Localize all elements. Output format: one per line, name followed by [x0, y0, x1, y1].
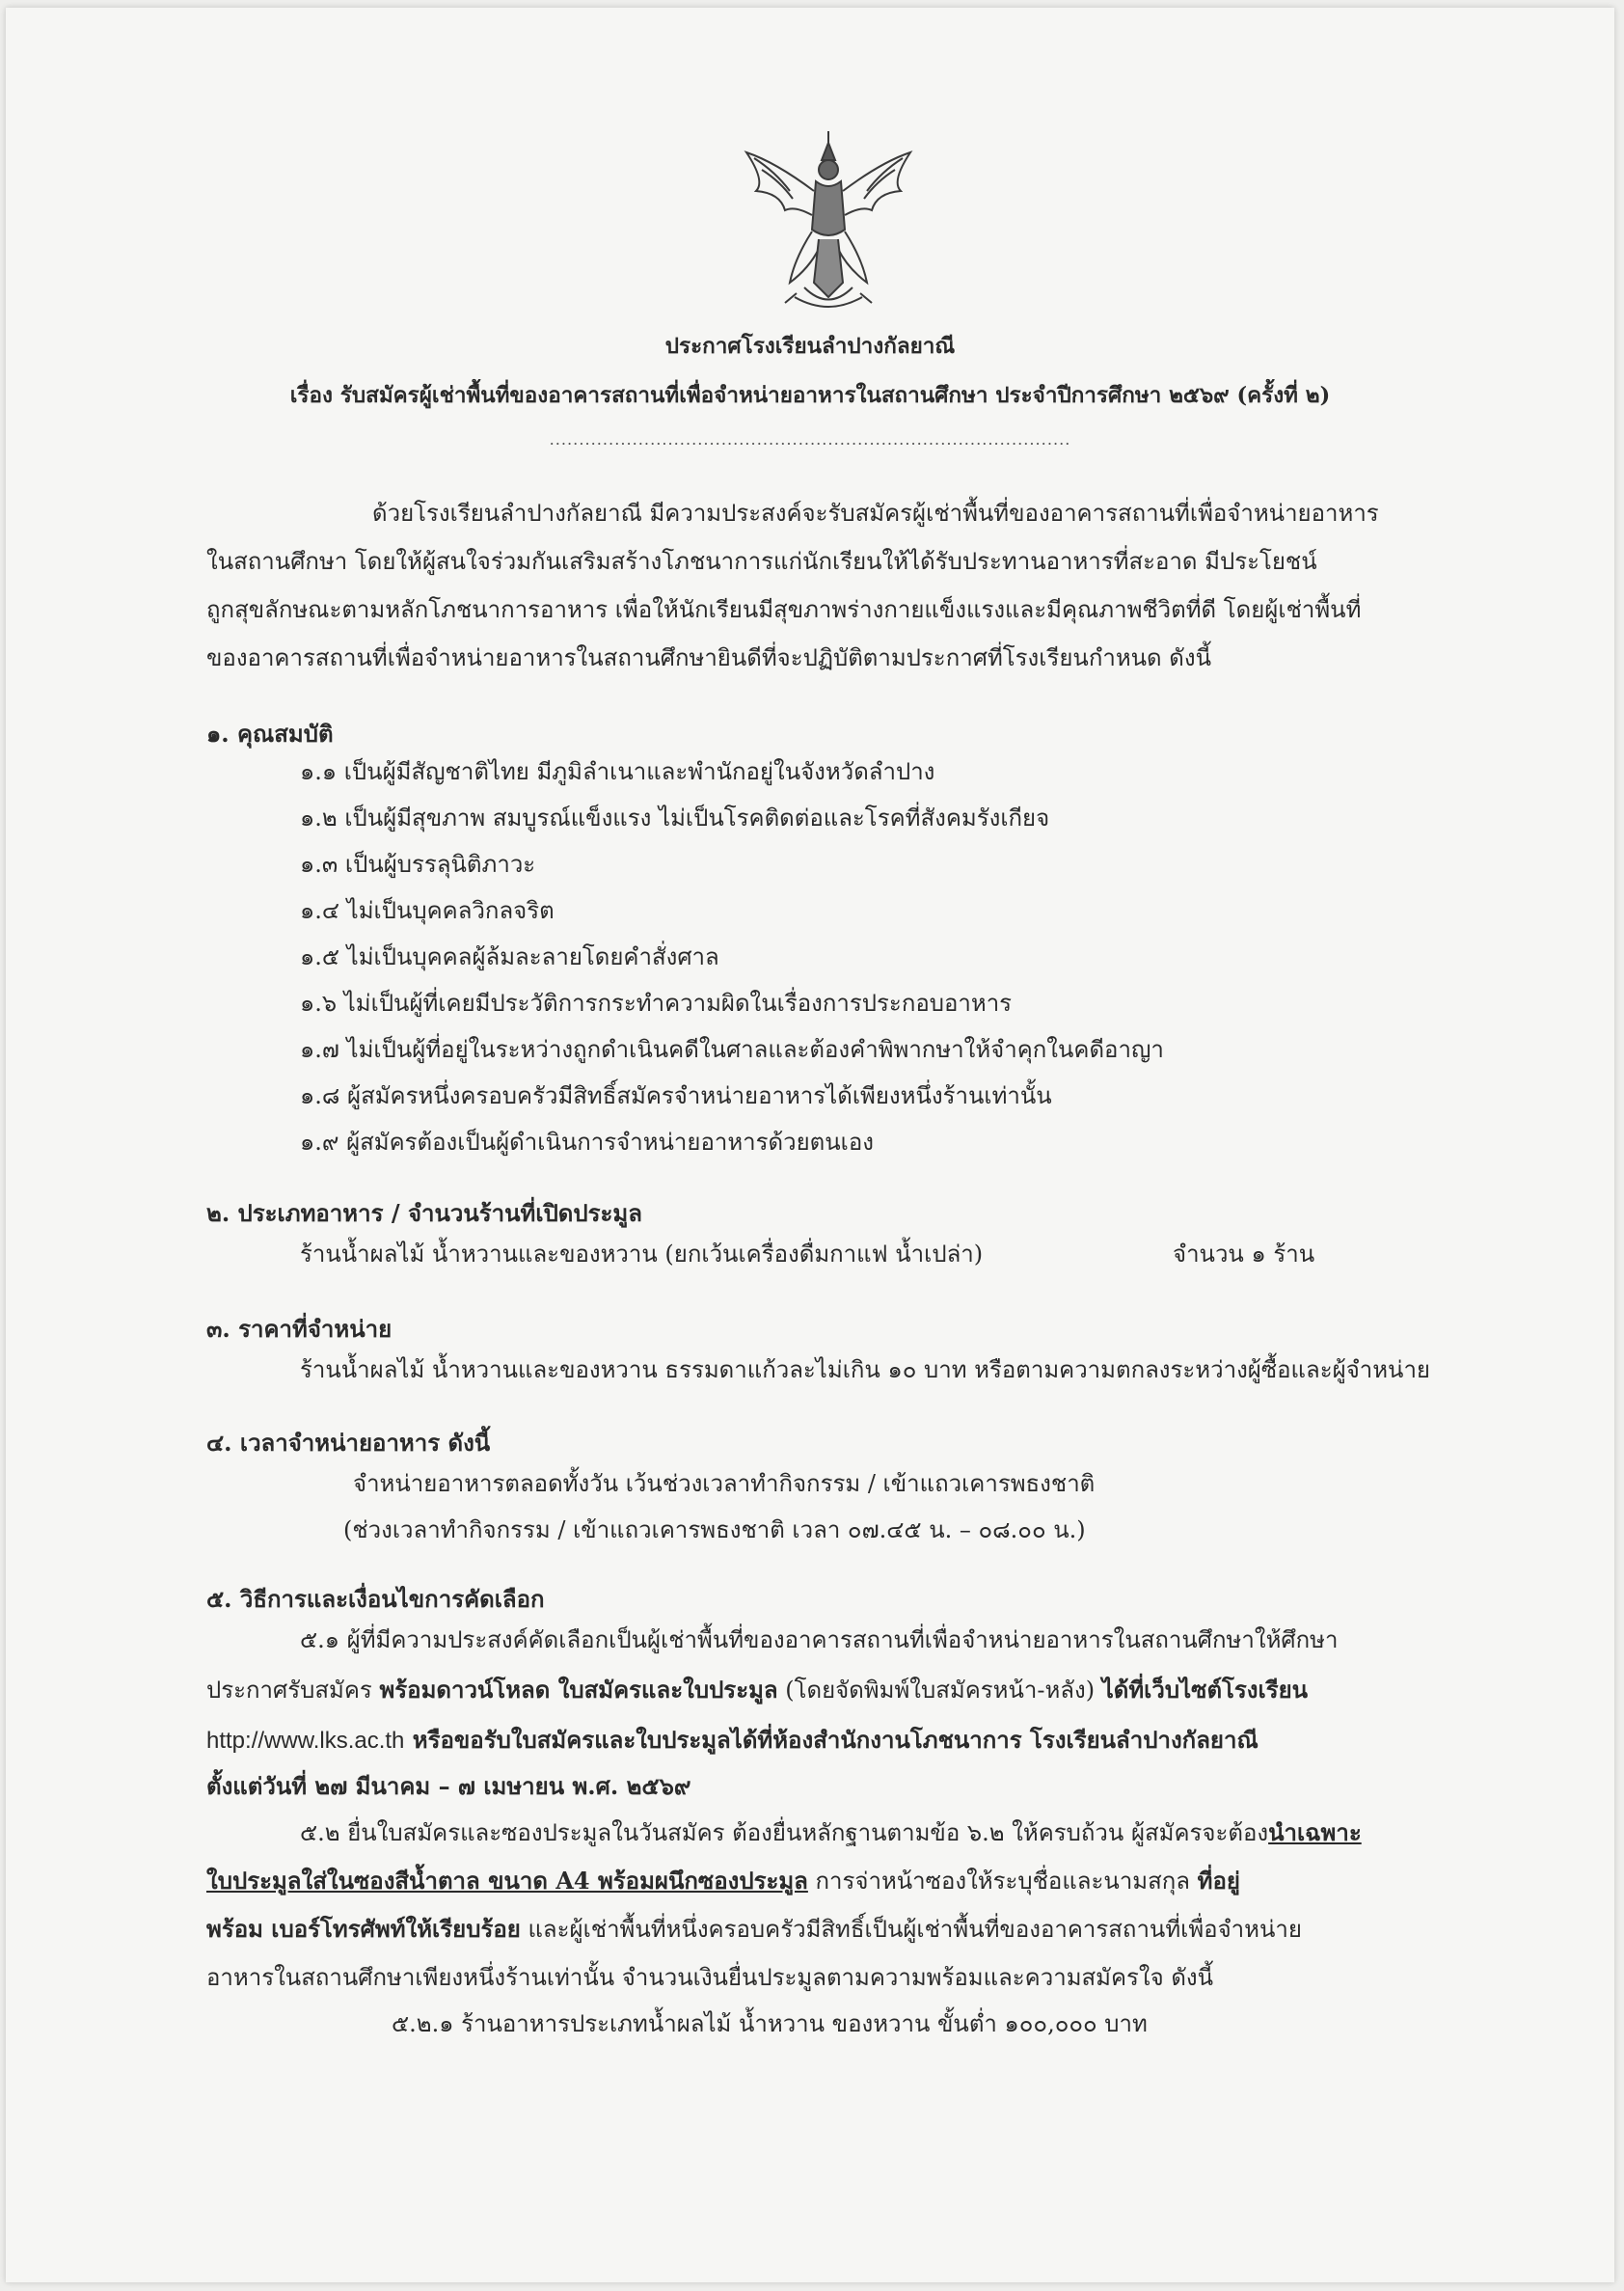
text-span: ประกาศรับสมัคร — [206, 1677, 380, 1704]
intro-line: ถูกสุขลักษณะตามหลักโภชนาการอาหาร เพื่อให้นักเรียนมีสุขภาพร่างกายแข็งแรงและมีคุณภาพชีวิตที่ดี โดยผู้เช่าพื้นที่ — [206, 596, 1362, 623]
selection-p1-line — [206, 1726, 1259, 1754]
selection-p2-line — [206, 1869, 1240, 1893]
minimum-bid-item: ๕.๒.๑ ร้านอาหารประเภทน้ำผลไม้ น้ำหวาน ของหวาน ขั้นต่ำ ๑๐๐,๐๐๐ บาท — [392, 2010, 1148, 2037]
selection-p2-line: อาหารในสถานศึกษาเพียงหนึ่งร้านเท่านั้น จำนวนเงินยื่นประมูลตามความพร้อมและความสมัครใจ ดังนี้ — [206, 1964, 1214, 1991]
text-span-bold: หรือขอรับใบสมัครและใบประมูลได้ที่ห้องสำนักงานโภชนาการ โรงเรียนลำปางกัลยาณี — [404, 1726, 1259, 1754]
food-type-item: ร้านน้ำผลไม้ น้ำหวานและของหวาน (ยกเว้นเครื่องดื่มกาแฟ น้ำเปล่า) — [300, 1241, 984, 1268]
sale-time-line: จำหน่ายอาหารตลอดทั้งวัน เว้นช่วงเวลาทำกิจกรรม / เข้าแถวเคารพธงชาติ — [353, 1470, 1096, 1497]
qualification-item: ๑.๒ เป็นผู้มีสุขภาพ สมบูรณ์แข็งแรง ไม่เป็นโรคติดต่อและโรคที่สังคมรังเกียจ — [300, 805, 1050, 832]
intro-line: ในสถานศึกษา โดยให้ผู้สนใจร่วมกันเสริมสร้างโภชนาการแก่นักเรียนให้ได้รับประทานอาหารที่สะอาด มีประโยชน์ — [206, 548, 1317, 575]
qualification-item: ๑.๓ เป็นผู้บรรลุนิติภาวะ — [300, 851, 536, 878]
intro-line: ด้วยโรงเรียนลำปางกัลยาณี มีความประสงค์จะรับสมัครผู้เช่าพื้นที่ของอาคารสถานที่เพื่อจำหน่ายอาหาร — [372, 500, 1379, 527]
selection-p2-line — [206, 1915, 1302, 1943]
qualification-item: ๑.๘ ผู้สมัครหนึ่งครอบครัวมีสิทธิ์สมัครจำหน่ายอาหารได้เพียงหนึ่งร้านเท่านั้น — [300, 1082, 1052, 1109]
section-heading-sale-time: ๔. เวลาจำหน่ายอาหาร ดังนี้ — [206, 1429, 491, 1457]
announcement-subject: เรื่อง รับสมัครผู้เช่าพื้นที่ของอาคารสถานที่เพื่อจำหน่ายอาหารในสถานศึกษา ประจำปีการศึกษา ๒๕๖๙ (ครั้งที่ ๒) — [289, 383, 1331, 408]
section-heading-food-type: ๒. ประเภทอาหาร / จำนวนร้านที่เปิดประมูล — [206, 1199, 642, 1227]
application-period: ตั้งแต่วันที่ ๒๗ มีนาคม – ๗ เมษายน พ.ศ. ๒๕๖๙ — [206, 1772, 691, 1800]
section-heading-qualifications: ๑. คุณสมบัติ — [206, 720, 334, 748]
text-span: และผู้เช่าพื้นที่หนึ่งครอบครัวมีสิทธิ์เป็นผู้เช่าพื้นที่ของอาคารสถานที่เพื่อจำหน่าย — [520, 1916, 1302, 1943]
qualification-item: ๑.๕ ไม่เป็นบุคคลผู้ล้มละลายโดยคำสั่งศาล — [300, 943, 719, 970]
qualification-item: ๑.๖ ไม่เป็นผู้ที่เคยมีประวัติการกระทำความผิดในเรื่องการประกอบอาหาร — [300, 990, 1013, 1017]
school-website-url: http://www.lks.ac.th — [206, 1728, 405, 1754]
text-span-bold: พร้อมดาวน์โหลด ใบสมัครและใบประมูล — [379, 1676, 778, 1704]
selection-p1-line — [206, 1678, 1308, 1702]
qualification-item: ๑.๗ ไม่เป็นผู้ที่อยู่ในระหว่างถูกดำเนินคดีในศาลและต้องคำพิพากษาให้จำคุกในคดีอาญา — [300, 1036, 1164, 1063]
text-span-underlined: นำเฉพาะ — [1268, 1818, 1362, 1846]
divider-dots: ........................................................................................ — [549, 430, 1071, 449]
qualification-item: ๑.๑ เป็นผู้มีสัญชาติไทย มีภูมิลำเนาและพำนักอยู่ในจังหวัดลำปาง — [300, 758, 935, 785]
announcement-title: ประกาศโรงเรียนลำปางกัลยาณี — [664, 334, 956, 359]
shop-count: จำนวน ๑ ร้าน — [1173, 1241, 1315, 1268]
text-span-underlined: ใบประมูลใส่ในซองสีน้ำตาล ขนาด A4 พร้อมผนึกซองประมูล — [206, 1867, 808, 1895]
section-heading-selection: ๕. วิธีการและเงื่อนไขการคัดเลือก — [206, 1585, 545, 1613]
document-page — [6, 8, 1614, 2282]
qualification-item: ๑.๔ ไม่เป็นบุคคลวิกลจริต — [300, 897, 555, 924]
text-span-bold: ได้ที่เว็บไซต์โรงเรียน — [1101, 1676, 1309, 1704]
text-span-bold: พร้อม เบอร์โทรศัพท์ให้เรียบร้อย — [206, 1915, 521, 1943]
garuda-emblem-icon — [737, 123, 920, 316]
text-span: การจ่าหน้าซองให้ระบุชื่อและนามสกุล — [807, 1868, 1198, 1895]
sale-time-line: (ช่วงเวลาทำกิจกรรม / เข้าแถวเคารพธงชาติ เวลา ๐๗.๔๕ น. – ๐๘.๐๐ น.) — [343, 1516, 1086, 1543]
section-heading-price: ๓. ราคาที่จำหน่าย — [206, 1315, 392, 1343]
text-span-bold: ที่อยู่ — [1197, 1867, 1240, 1895]
selection-p2-line — [300, 1818, 1362, 1846]
qualification-item: ๑.๙ ผู้สมัครต้องเป็นผู้ดำเนินการจำหน่ายอาหารด้วยตนเอง — [300, 1129, 874, 1156]
selection-p1-line: ๕.๑ ผู้ที่มีความประสงค์คัดเลือกเป็นผู้เช่าพื้นที่ของอาคารสถานที่เพื่อจำหน่ายอาหารในสถานศึกษาให้ศึกษา — [300, 1626, 1339, 1653]
price-text: ร้านน้ำผลไม้ น้ำหวานและของหวาน ธรรมดาแก้วละไม่เกิน ๑๐ บาท หรือตามความตกลงระหว่างผู้ซื้อและผู้จำหน่าย — [300, 1356, 1430, 1383]
intro-line: ของอาคารสถานที่เพื่อจำหน่ายอาหารในสถานศึกษายินดีที่จะปฏิบัติตามประกาศที่โรงเรียนกำหนด ดังนี้ — [206, 644, 1211, 671]
text-span: ๕.๒ ยื่นใบสมัครและซองประมูลในวันสมัคร ต้องยื่นหลักฐานตามข้อ ๖.๒ ให้ครบถ้วน ผู้สมัครจะต้อง — [300, 1819, 1269, 1846]
text-span: (โดยจัดพิมพ์ใบสมัครหน้า-หลัง) — [777, 1677, 1102, 1704]
